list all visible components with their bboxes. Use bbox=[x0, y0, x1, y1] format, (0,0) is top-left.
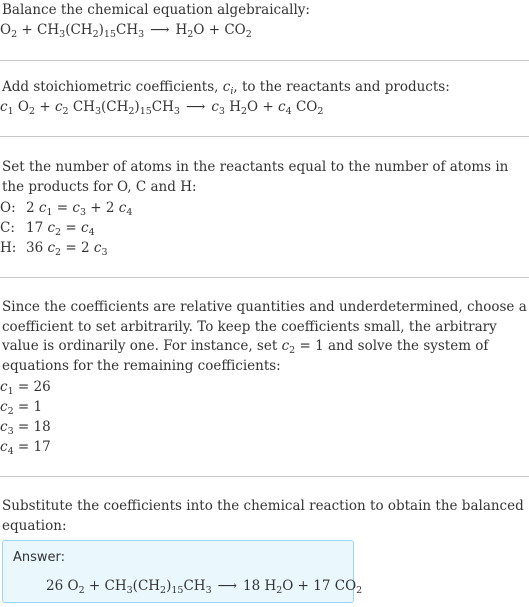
divider bbox=[0, 60, 529, 61]
equals-sign: = bbox=[52, 200, 73, 216]
formula-part: ) bbox=[166, 578, 172, 594]
water-formula: H bbox=[175, 22, 188, 38]
text: Add stoichiometric coefficients, bbox=[2, 79, 223, 95]
co2-formula: CO bbox=[224, 22, 246, 38]
coefficient: 2 bbox=[81, 240, 90, 256]
step3-text: Set the number of atoms in the reactants equal to the number of atoms in the products for O, C and H: bbox=[2, 159, 509, 195]
coefficient: + 2 bbox=[86, 200, 115, 216]
solution-row bbox=[0, 417, 51, 437]
equals-sign: = bbox=[13, 399, 34, 415]
subscript: 2 bbox=[160, 585, 167, 596]
hexadecane-formula: CH bbox=[72, 99, 95, 115]
coefficient: 26 bbox=[46, 578, 68, 594]
subscript: 2 bbox=[28, 106, 36, 117]
variable: c bbox=[47, 220, 56, 236]
variable: c bbox=[47, 240, 56, 256]
plus-sign: + bbox=[35, 99, 55, 115]
subscript: 2 bbox=[78, 585, 85, 596]
subscript: 2 bbox=[55, 227, 62, 238]
subscript: 3 bbox=[173, 106, 180, 117]
element-label: O: bbox=[0, 200, 16, 216]
subscript: 2 bbox=[317, 106, 324, 117]
solution-row bbox=[0, 377, 51, 397]
equals-sign: = bbox=[13, 419, 34, 435]
reaction-arrow: ⟶ bbox=[185, 99, 206, 115]
subscript: 4 bbox=[7, 446, 14, 457]
variable: c bbox=[0, 439, 8, 455]
coefficient: 36 bbox=[26, 240, 44, 256]
subscript: 3 bbox=[126, 585, 133, 596]
subscript: 2 bbox=[55, 247, 62, 258]
hexadecane-formula: CH bbox=[37, 22, 60, 38]
water-formula: H bbox=[264, 578, 277, 594]
reaction-arrow: ⟶ bbox=[217, 578, 237, 594]
variable: c bbox=[0, 379, 8, 395]
coefficient-equation bbox=[0, 97, 323, 117]
co2-formula: CO bbox=[334, 578, 357, 594]
variable: c bbox=[0, 99, 8, 115]
o2-formula: O bbox=[67, 578, 79, 594]
subscript: 3 bbox=[7, 426, 14, 437]
element-label: H: bbox=[0, 240, 17, 256]
variable: c bbox=[38, 200, 47, 216]
variable: c bbox=[93, 240, 102, 256]
text: Since the coefficients are relative quantities and underdetermined, choose a coefficient to set arbitrarily. To keep the coefficients small, the arbitrary value is ordinarily one. For instance, set bbox=[2, 299, 527, 355]
formula-part: O bbox=[193, 22, 205, 38]
atom-equation-row bbox=[0, 198, 132, 218]
variable: c bbox=[81, 220, 89, 236]
formula-part: (CH bbox=[65, 22, 93, 38]
subscript: i bbox=[230, 86, 234, 97]
plus-sign: + bbox=[258, 99, 279, 115]
subscript: 2 bbox=[128, 106, 135, 117]
solution-value: 26 bbox=[33, 379, 51, 395]
coefficient: 17 bbox=[313, 578, 335, 594]
solution-row bbox=[0, 437, 51, 457]
formula-part: CH bbox=[183, 578, 206, 594]
subscript: 15 bbox=[139, 106, 152, 117]
subscript: 3 bbox=[205, 585, 212, 596]
solution-value: 17 bbox=[33, 439, 51, 455]
o2-formula: O bbox=[17, 99, 29, 115]
step5-text: Substitute the coefficients into the chemical reaction to obtain the balanced equation: bbox=[2, 498, 524, 534]
divider bbox=[0, 136, 529, 137]
balanced-equation bbox=[46, 578, 362, 594]
formula-part: ) bbox=[98, 22, 104, 38]
variable: c bbox=[0, 399, 8, 415]
plus-sign: + bbox=[84, 578, 105, 594]
variable: c bbox=[54, 99, 63, 115]
plus-sign: + bbox=[204, 22, 225, 38]
answer-title: Answer: bbox=[13, 550, 66, 565]
formula-part: CH bbox=[151, 99, 174, 115]
subscript: 3 bbox=[94, 106, 101, 117]
subscript: 1 bbox=[46, 207, 53, 218]
equals-sign: = bbox=[61, 220, 81, 236]
plus-sign: + bbox=[293, 578, 314, 594]
equals-sign: = bbox=[13, 379, 34, 395]
variable: c bbox=[72, 200, 80, 216]
intro-text: Balance the chemical equation algebraically: bbox=[2, 2, 310, 18]
subscript: 3 bbox=[79, 207, 87, 218]
variable: c bbox=[211, 99, 219, 115]
coefficient: 18 bbox=[242, 578, 265, 594]
plus-sign: + bbox=[17, 22, 38, 38]
water-formula: H bbox=[229, 99, 241, 115]
subscript: 15 bbox=[103, 29, 116, 40]
subscript: 4 bbox=[285, 106, 292, 117]
subscript: 2 bbox=[289, 345, 296, 357]
subscript: 2 bbox=[187, 29, 194, 40]
element-label: C: bbox=[0, 220, 15, 236]
solution-row bbox=[0, 397, 42, 417]
text: , to the reactants and products: bbox=[233, 79, 450, 95]
formula-part: CH bbox=[115, 22, 139, 38]
equals-sign: = bbox=[13, 439, 34, 455]
variable: c bbox=[0, 419, 8, 435]
subscript: 3 bbox=[59, 29, 66, 40]
subscript: 3 bbox=[138, 29, 145, 40]
subscript: 2 bbox=[356, 585, 363, 596]
subscript: 1 bbox=[7, 386, 14, 397]
o2-formula: O bbox=[0, 22, 12, 38]
solution-value: 1 bbox=[33, 399, 43, 415]
variable: c bbox=[281, 338, 290, 355]
variable: c bbox=[222, 79, 231, 95]
step2-text bbox=[2, 77, 450, 97]
variable: c bbox=[118, 200, 127, 216]
subscript: 2 bbox=[276, 585, 283, 596]
formula-part: (CH bbox=[132, 578, 161, 594]
co2-formula: CO bbox=[295, 99, 318, 115]
unbalanced-equation bbox=[0, 20, 252, 40]
subscript: 4 bbox=[126, 207, 133, 218]
formula-part: O bbox=[282, 578, 294, 594]
subscript: 2 bbox=[7, 406, 14, 417]
subscript: 2 bbox=[62, 106, 69, 117]
step4-text bbox=[2, 298, 527, 376]
equals-sign: = bbox=[61, 240, 81, 256]
subscript: 2 bbox=[92, 29, 99, 40]
formula-part: ) bbox=[134, 99, 140, 115]
atom-equation-row bbox=[0, 238, 108, 258]
formula-part: (CH bbox=[101, 99, 129, 115]
reaction-arrow: ⟶ bbox=[150, 22, 170, 38]
subscript: 2 bbox=[245, 29, 252, 40]
subscript: 4 bbox=[88, 227, 95, 238]
divider bbox=[0, 277, 529, 278]
divider bbox=[0, 476, 529, 477]
subscript: 3 bbox=[101, 247, 108, 258]
o2-subscript: 2 bbox=[11, 29, 18, 40]
subscript: 2 bbox=[241, 106, 248, 117]
solution-value: 18 bbox=[33, 419, 51, 435]
subscript: 3 bbox=[218, 106, 225, 117]
subscript: 1 bbox=[7, 106, 14, 117]
variable: c bbox=[278, 99, 286, 115]
atom-equation-row bbox=[0, 218, 95, 238]
answer-box bbox=[2, 540, 363, 603]
hexadecane-formula: CH bbox=[104, 578, 127, 594]
text: = 1 bbox=[295, 338, 324, 355]
coefficient: 2 bbox=[26, 200, 35, 216]
formula-part: O bbox=[247, 99, 259, 115]
text: and solve the system of equations for the remaining coefficients: bbox=[2, 338, 489, 374]
coefficient: 17 bbox=[26, 220, 44, 236]
subscript: 15 bbox=[171, 585, 184, 596]
